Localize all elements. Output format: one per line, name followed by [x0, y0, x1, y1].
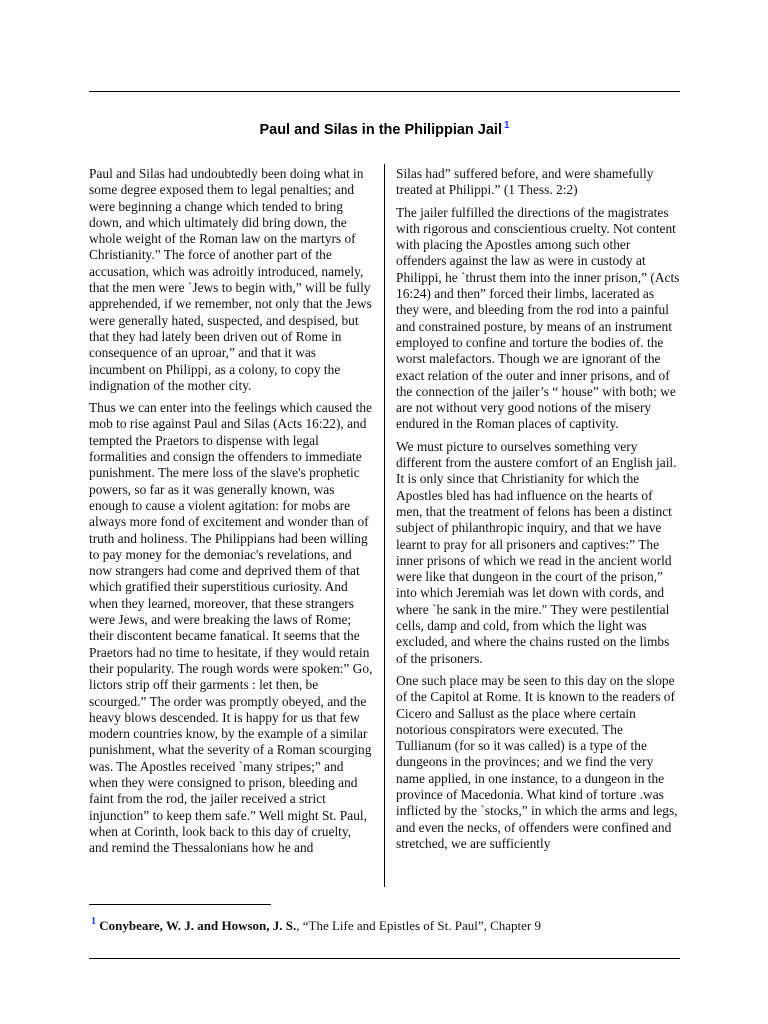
paragraph: Paul and Silas had undoubtedly been doing what in some degree exposed them to legal penalties; and were beginning a change which tended to bring down, and which ultimately did bring down, the whole weight of the Roman law on the martyrs of Christianity.” The force of another part of the accusation, which was adroitly introduced, namely, that the men were `Jews to begin with,” will be fully apprehended, if we remember, not only that the Jews were generally hated, suspected, and despised, but that they had lately been driven out of Rome in consequence of an uproar,” and that it was incumbent on Philippi, as a colony, to copy the indignation of the mother city.: [89, 166, 372, 393]
paragraph: The jailer fulfilled the directions of the magistrates with rigorous and conscientious cruelty. Not content with placing the Apostles among such other offenders against the law as were in custody at Philippi, he `thrust them into the inner prison,” (Acts 16:24) and then” forced their limbs, lacerated as they were, and bleeding from the rod into a painful and constrained posture, by means of an instrument employed to confine and torture the bodies of. the worst malefactors. Though we are ignorant of the exact relation of the outer and inner prisons, and of the connection of the jailer’s “ house” with both; we are not without very good notions of the misery endured in the Roman places of captivity.: [396, 204, 680, 432]
footnote: [89, 916, 680, 934]
paragraph: Thus we can enter into the feelings which caused the mob to rise against Paul and Silas (Acts 16:22), and tempted the Praetors to dispense with legal formalities and consign the offenders to immediate punishment. The mere loss of the slave's prophetic powers, so far as it was generally known, was enough to cause a violent agitation: for mobs are always more fond of excitement and wonder than of truth and holiness. The Philippians had been willing to pay money for the demoniac's revelations, and now strangers had come and deprived them of that which gratified their superstitious curiosity. And when they learned, moreover, that these strangers were Jews, and were breaking the laws of Rome; their discontent became fanatical. It seems that the Praetors had no time to hesitate, if they would retain their popularity. The rough words were spoken:” Go, lictors strip off their garments : let then, be scourged.” The order was promptly obeyed, and the heavy blows descended. It is happy for us that few modern countries know, by the example of a similar punishment, what the severity of a Roman scourging was. The Apostles received `many stripes;” and when they were consigned to prison, bleeding and faint from the rod, the jailer received a strict injunction” to keep them safe.” Well might St. Paul, when at Corinth, look back to this day of cruelty, and remind the Thessalonians how he and: [89, 400, 373, 856]
footnote-reference[interactable]: 1: [503, 120, 510, 131]
footnote-authors: Conybeare, W. J. and Howson, J. S.: [99, 918, 297, 933]
footnote-marker: 1: [91, 916, 96, 927]
footer-rule: [89, 958, 680, 959]
footnote-citation: , “The Life and Epistles of St. Paul”, Chapter 9: [296, 918, 542, 933]
page-title: Paul and Silas in the Philippian Jail $^1$: [259, 120, 510, 138]
column-divider: [384, 164, 385, 887]
footnote-rule: [89, 904, 271, 905]
header-rule: [89, 91, 680, 92]
right-column: [396, 166, 680, 858]
paragraph: One such place may be seen to this day on the slope of the Capitol at Rome. It is known to the readers of Cicero and Sallust as the place where certain notorious conspirators were executed. The Tullianum (for so it was called) is a type of the dungeons in the provinces; and we find the very name applied, in one instance, to a dungeon in the province of Macedonia. What kind of torture .was inflicted by the `stocks,” in which the arms and legs, and even the necks, of offenders were confined and stretched, we are sufficiently: [396, 672, 678, 851]
paragraph: We must picture to ourselves something very different from the austere comfort of an English jail. It is only since that Christianity for which the Apostles bled has had influence on the hearts of men, that the treatment of felons has been a distinct subject of philanthropic inquiry, and that we have learnt to pray for all prisoners and captives:” The inner prisons of which we read in the ancient world were like that dungeon in the court of the prison,” into which Jeremiah was let down with cords, and where `he sank in the mire." They were pestilential cells, damp and cold, from which the light was excluded, and where the chains rusted on the limbs of the prisoners.: [396, 438, 677, 666]
paragraph: Silas had” suffered before, and were shamefully treated at Philippi.” (1 Thess. 2:2): [396, 166, 654, 198]
left-column: [89, 166, 373, 862]
